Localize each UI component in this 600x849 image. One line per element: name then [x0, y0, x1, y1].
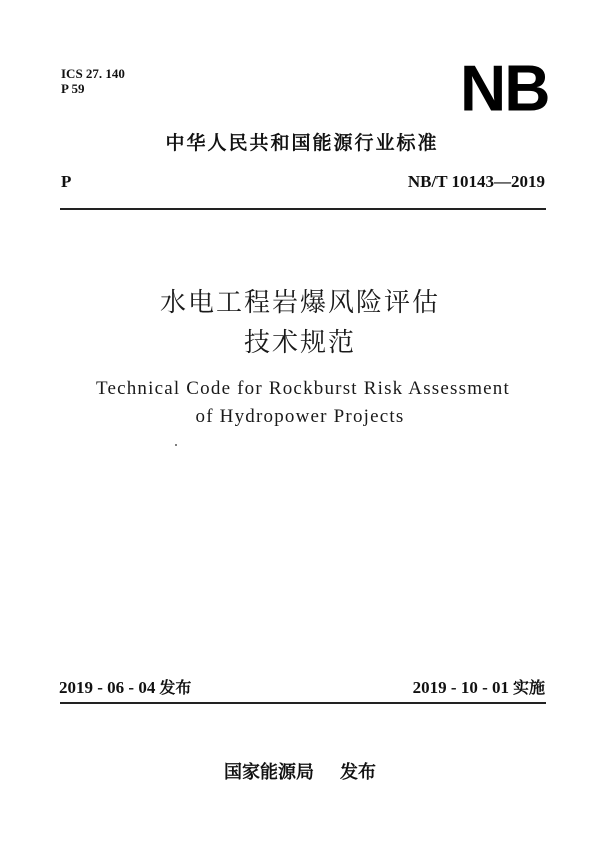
implementation-date-label: 实施	[512, 678, 545, 697]
ccs-code: P 59	[61, 81, 85, 96]
classification-block	[61, 66, 125, 96]
publisher-name: 国家能源局	[224, 762, 314, 783]
bottom-divider	[60, 702, 546, 704]
scan-speck	[175, 444, 177, 446]
title-en-line2: of Hydropower Projects	[195, 406, 405, 427]
implementation-date	[413, 678, 545, 698]
issue-date-label: 发布	[159, 678, 192, 697]
nb-logo: NB	[460, 51, 549, 125]
top-divider	[60, 208, 546, 210]
industry-standard-heading: 中华人民共和国能源行业标准	[165, 132, 439, 154]
implementation-date-value: 2019 - 10 - 01	[412, 678, 509, 697]
standard-number: NB/T 10143—2019	[407, 172, 545, 191]
ics-code: ICS 27. 140	[61, 66, 125, 81]
issue-date-value: 2019 - 06 - 04	[59, 678, 156, 697]
title-en-line1: Technical Code for Rockburst Risk Assessment	[95, 378, 510, 399]
issue-date	[59, 678, 191, 698]
publisher-line	[0, 762, 600, 784]
category-letter: P	[61, 172, 72, 191]
title-zh-line1: 水电工程岩爆风险评估	[159, 288, 440, 318]
title-zh-line2: 技术规范	[243, 328, 356, 358]
publisher-label: 发布	[340, 762, 376, 783]
